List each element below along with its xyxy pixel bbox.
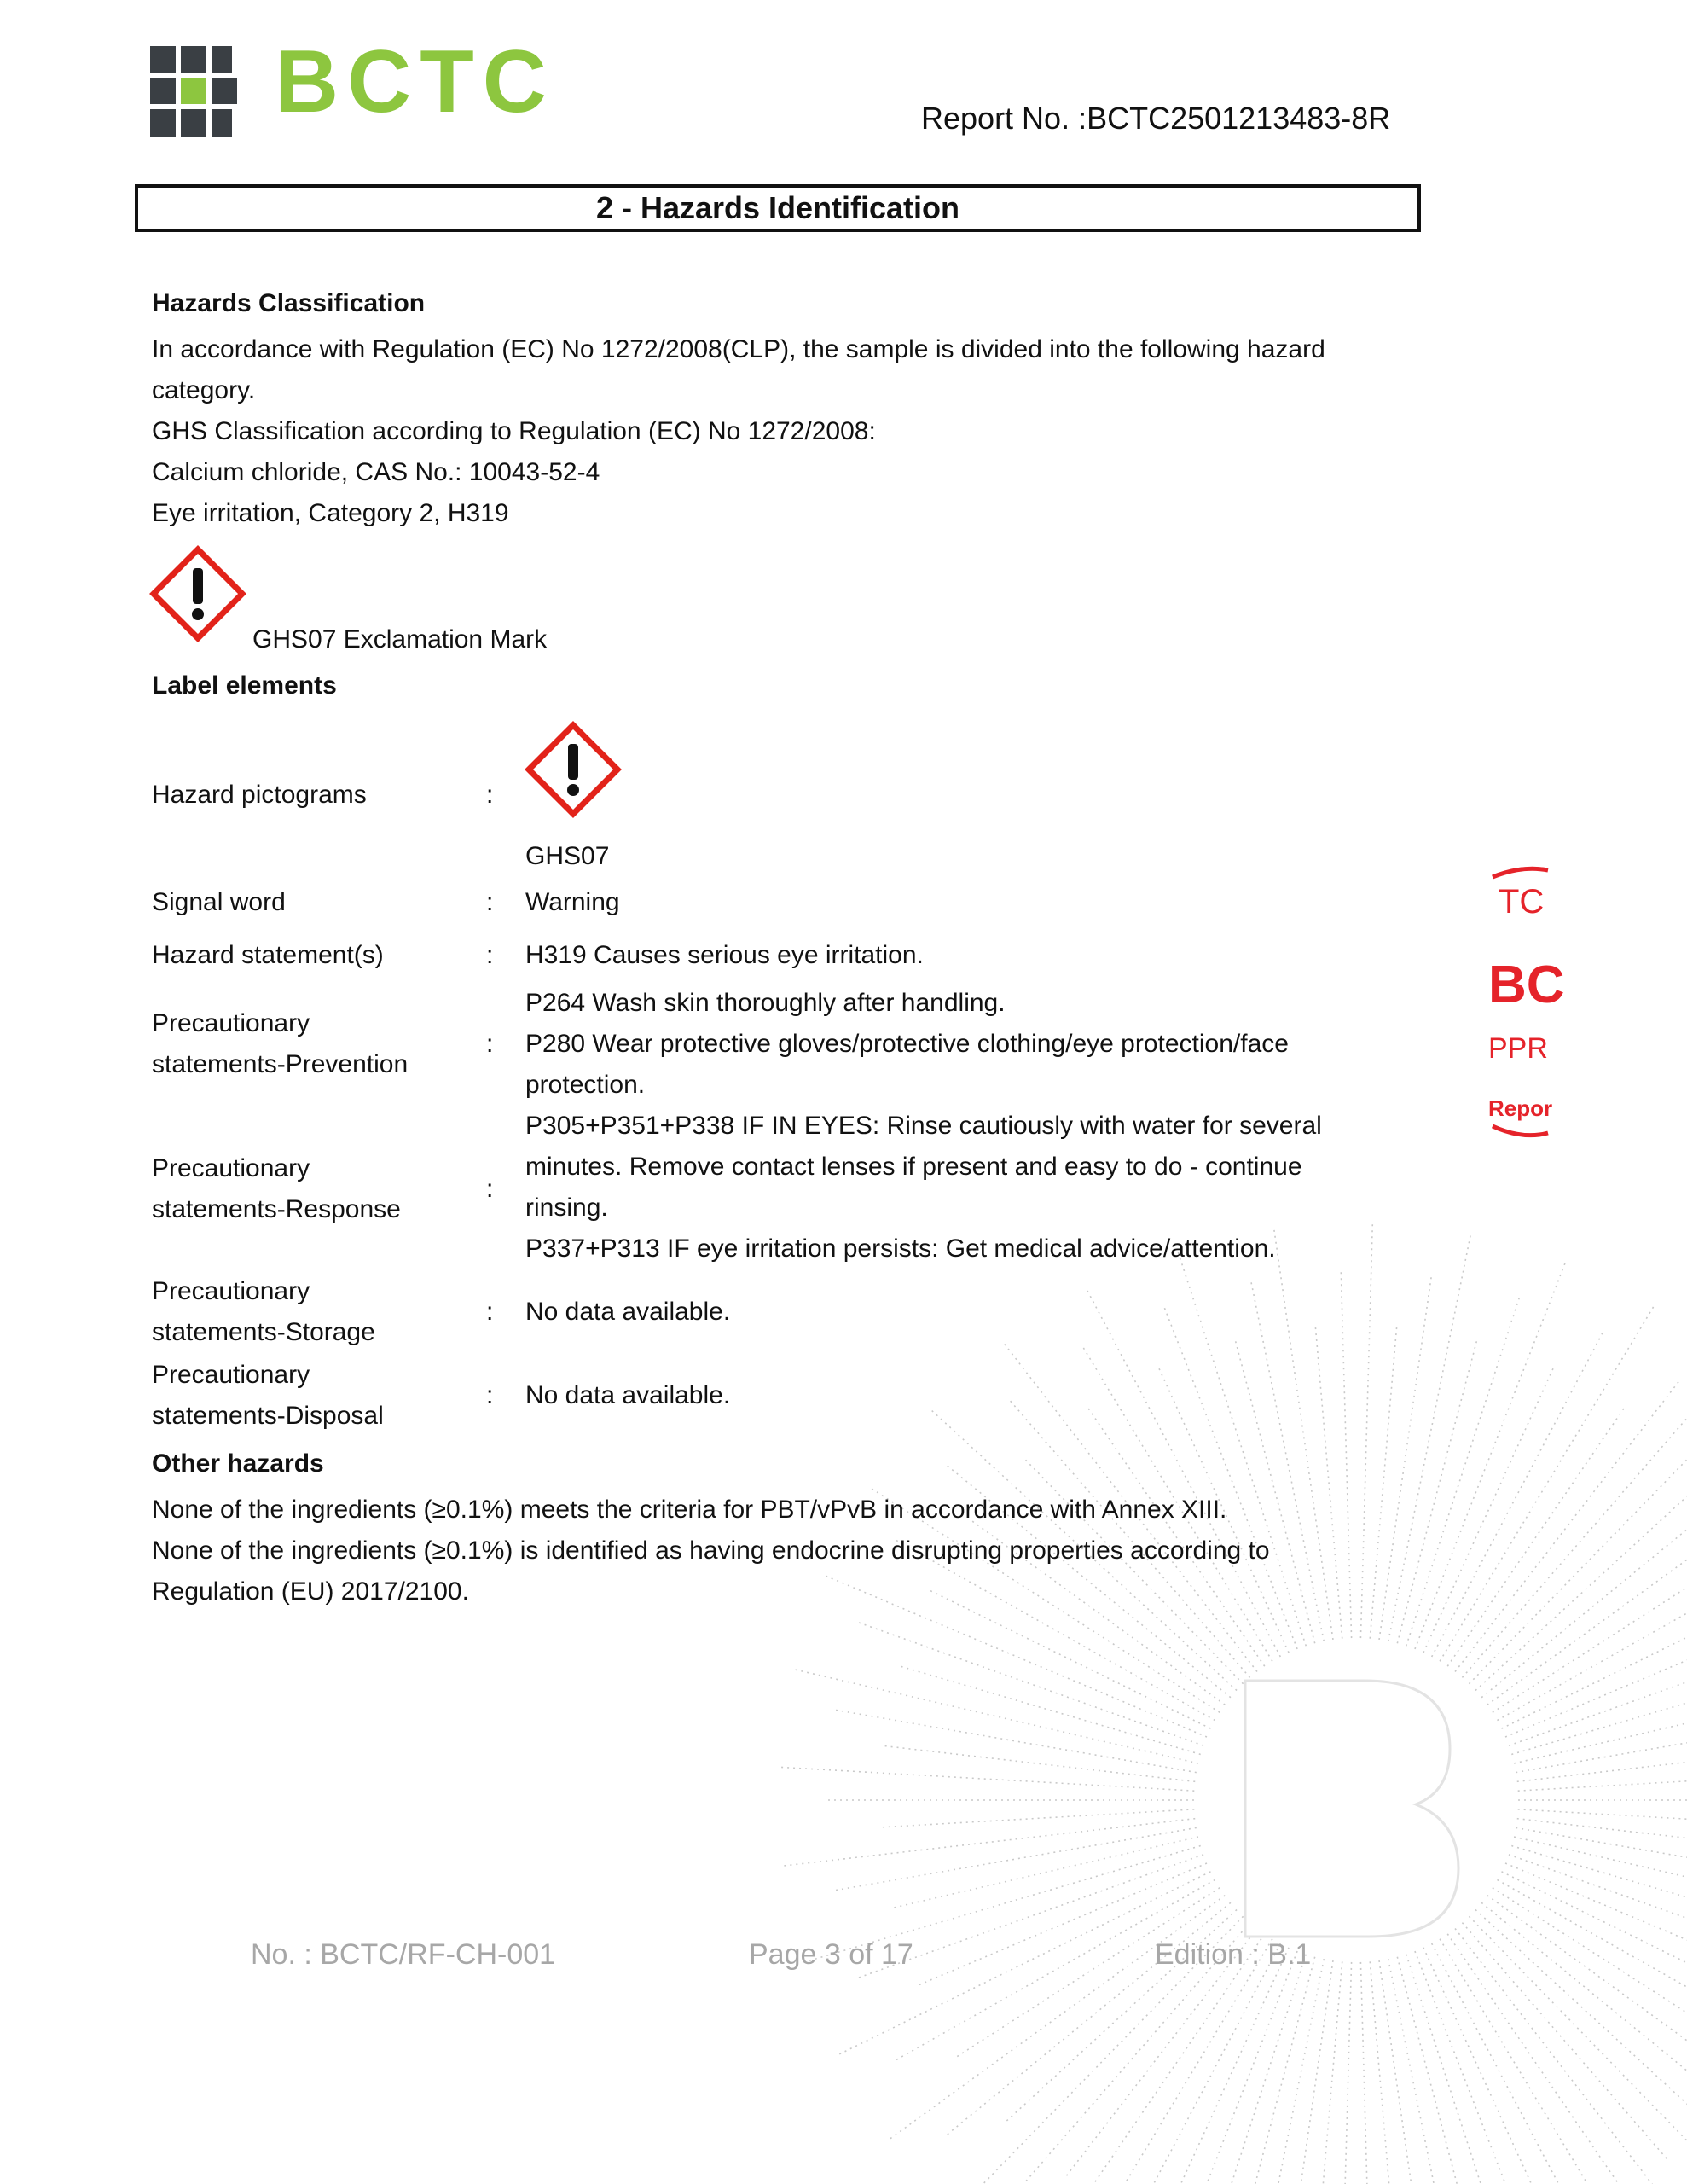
stamp-text-middle: BC [1488,956,1565,1014]
disposal-label-line2: statements-Disposal [152,1402,384,1430]
footer-form-number: No. : BCTC/RF-CH-001 [251,1938,556,1971]
other-hazards-line3: Regulation (EU) 2017/2100. [152,1577,469,1606]
response-label-line1: Precautionary [152,1154,310,1182]
prevention-label-line2: statements-Prevention [152,1050,409,1078]
watermark-sunburst-icon [733,1237,1569,2133]
stamp-text-bottom: Repor [1488,1095,1553,1121]
disposal-label-line1: Precautionary [152,1361,310,1389]
category-line: Eye irritation, Category 2, H319 [152,499,509,527]
prevention-label-line1: Precautionary [152,1009,310,1037]
report-number: Report No. :BCTC2501213483-8R [921,101,1391,136]
response-line: rinsing. [525,1194,608,1222]
other-hazards-line1: None of the ingredients (≥0.1%) meets the criteria for PBT/vPvB in accordance with Annex XIII. [152,1496,1227,1524]
section-title-box [135,184,1421,232]
red-stamp-icon [1488,853,1565,1186]
colon: : [486,888,494,916]
response-line: P337+P313 IF eye irritation persists: Get medical advice/attention. [525,1234,1276,1263]
storage-value: No data available. [525,1298,731,1326]
colon: : [486,1381,494,1409]
ghs07-exclamation-icon [525,722,621,817]
stamp-text-top: TC [1499,883,1545,921]
prevention-line: P280 Wear protective gloves/protective clothing/eye protection/face [525,1030,1289,1058]
footer-edition: Edition : B.1 [1155,1938,1312,1971]
hazard-statements-label: Hazard statement(s) [152,941,384,969]
footer-page-number: Page 3 of 17 [749,1938,913,1971]
label-elements-heading: Label elements [152,671,337,700]
other-hazards-line2: None of the ingredients (≥0.1%) is identified as having endocrine disrupting properties according to [152,1536,1270,1565]
classification-intro-line1: In accordance with Regulation (EC) No 1272/2008(CLP), the sample is divided into the following hazard [152,335,1325,363]
ghs-classification-line: GHS Classification according to Regulation (EC) No 1272/2008: [152,417,876,445]
storage-label-line1: Precautionary [152,1277,310,1305]
hazard-pictograms-label: Hazard pictograms [152,781,367,809]
prevention-line: P264 Wash skin thoroughly after handling. [525,989,1006,1017]
colon: : [486,1030,494,1058]
disposal-value: No data available. [525,1381,731,1409]
signal-word-value: Warning [525,888,620,916]
response-label-line2: statements-Response [152,1195,401,1223]
storage-label-line2: statements-Storage [152,1318,375,1346]
signal-word-label: Signal word [152,888,286,916]
pictogram-caption: GHS07 Exclamation Mark [252,625,548,653]
logo-text: BCTC [275,32,555,131]
prevention-line: protection. [525,1071,646,1099]
stamp-text-lower: PPR [1488,1032,1548,1065]
colon: : [486,781,494,809]
ghs07-exclamation-icon [150,546,246,642]
other-hazards-heading: Other hazards [152,1449,324,1478]
hazard-statement-value: H319 Causes serious eye irritation. [525,941,924,969]
response-line: P305+P351+P338 IF IN EYES: Rinse cautiously with water for several [525,1112,1322,1140]
colon: : [486,941,494,969]
response-line: minutes. Remove contact lenses if present and easy to do - continue [525,1153,1302,1181]
section-title: 2 - Hazards Identification [595,190,960,225]
colon: : [486,1298,494,1326]
hazards-classification-heading: Hazards Classification [152,289,426,317]
bctc-logo-icon [150,46,237,136]
pictogram-code: GHS07 [525,842,610,870]
colon: : [486,1175,494,1203]
substance-line: Calcium chloride, CAS No.: 10043-52-4 [152,458,600,486]
classification-intro-line2: category. [152,376,256,404]
